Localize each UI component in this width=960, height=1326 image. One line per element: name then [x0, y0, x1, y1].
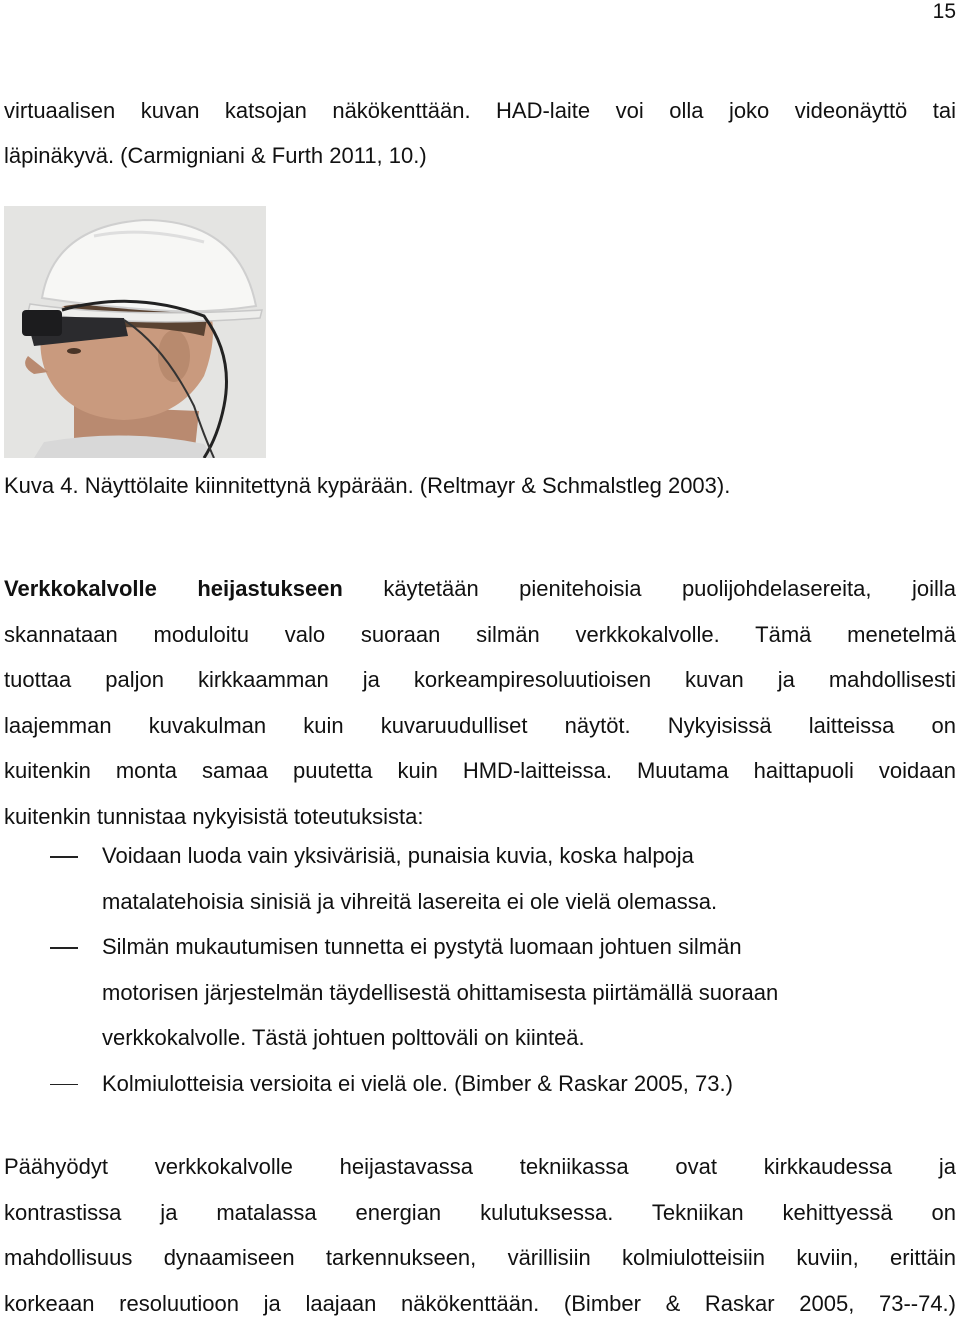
dash-bullet: [50, 856, 78, 858]
text-line: matalatehoisia sinisiä ja vihreitä lasereita ei ole vielä olemassa.: [102, 879, 956, 925]
text-line: kontrastissa ja matalassa energian kulutuksessa. Tekniikan kehittyessä on: [4, 1190, 956, 1236]
text-line: läpinäkyvä. (Carmigniani & Furth 2011, 10.): [4, 133, 956, 178]
dash-bullet: [50, 947, 78, 949]
paragraph-intro: [4, 88, 956, 178]
bold-term: Verkkokalvolle heijastukseen: [4, 576, 343, 601]
drawbacks-list: [0, 833, 956, 1106]
list-item: [0, 924, 956, 1061]
text-line: kuitenkin tunnistaa nykyisistä toteutuksista:: [4, 794, 956, 840]
text-line: verkkokalvolle. Tästä johtuen polttoväli on kiinteä.: [102, 1015, 956, 1061]
figure-caption: Kuva 4. Näyttölaite kiinnitettynä kypärään. (Reltmayr & Schmalstleg 2003).: [4, 472, 730, 500]
text-run: käytetään pienitehoisia puolijohdelasereita, joilla: [343, 576, 956, 601]
paragraph-benefits: [4, 1144, 956, 1326]
dash-bullet: [50, 1084, 78, 1086]
text-line: skannataan moduloitu valo suoraan silmän verkkokalvolle. Tämä menetelmä: [4, 612, 956, 658]
text-line: Voidaan luoda vain yksivärisiä, punaisia kuvia, koska halpoja: [102, 833, 956, 879]
text-line: [4, 566, 956, 612]
text-line: mahdollisuus dynaamiseen tarkennukseen, värillisiin kolmiulotteisiin kuviin, erittäin: [4, 1235, 956, 1281]
text-line: korkeaan resoluutioon ja laajaan näkökenttään. (Bimber & Raskar 2005, 73--74.): [4, 1281, 956, 1326]
text-line: Kolmiulotteisia versioita ei vielä ole. (Bimber & Raskar 2005, 73.): [102, 1061, 956, 1107]
list-item: [0, 1061, 956, 1107]
figure-helmet-display-photo: [4, 206, 266, 458]
page-number: 15: [933, 0, 956, 24]
helmet-display-illustration: [4, 206, 266, 458]
paragraph-retinal-projection: [4, 566, 956, 839]
text-line: motorisen järjestelmän täydellisestä ohittamisesta piirtämällä suoraan: [102, 970, 956, 1016]
text-line: kuitenkin monta samaa puutetta kuin HMD-laitteissa. Muutama haittapuoli voidaan: [4, 748, 956, 794]
text-line: Päähyödyt verkkokalvolle heijastavassa tekniikassa ovat kirkkaudessa ja: [4, 1144, 956, 1190]
text-line: tuottaa paljon kirkkaamman ja korkeampiresoluutioisen kuvan ja mahdollisesti: [4, 657, 956, 703]
text-line: virtuaalisen kuvan katsojan näkökenttään. HAD-laite voi olla joko videonäyttö tai: [4, 88, 956, 133]
text-line: Silmän mukautumisen tunnetta ei pystytä luomaan johtuen silmän: [102, 924, 956, 970]
text-line: laajemman kuvakulman kuin kuvaruudulliset näytöt. Nykyisissä laitteissa on: [4, 703, 956, 749]
list-item: [0, 833, 956, 924]
